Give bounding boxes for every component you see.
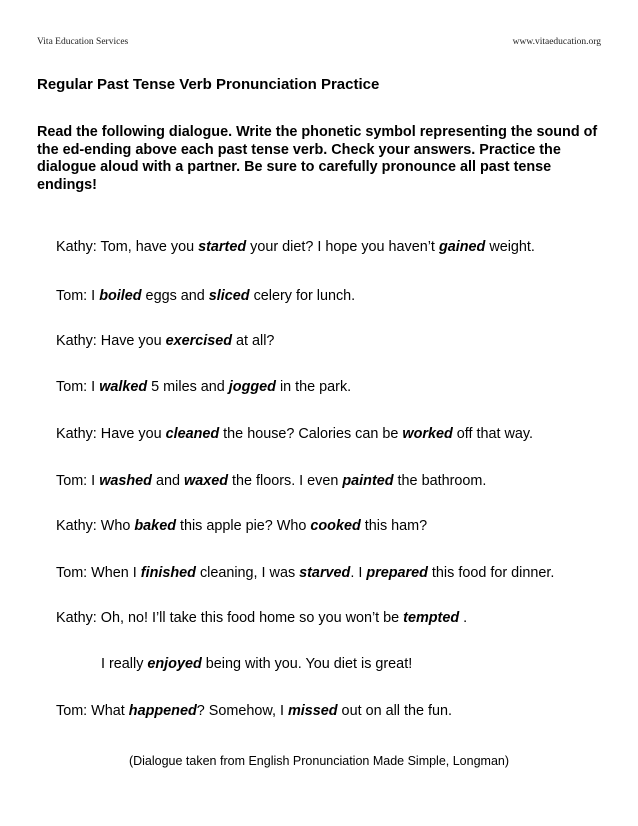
dialogue-text: Kathy: Have you (56, 426, 166, 442)
dialogue-text: weight. (485, 239, 535, 255)
dialogue-text: Tom: I (56, 473, 100, 489)
dialogue-text: being with you. You diet is great! (201, 656, 413, 672)
dialogue-text: . I (350, 565, 367, 581)
past-tense-verb: walked (99, 379, 148, 395)
dialogue-text: the bathroom. (393, 473, 487, 489)
dialogue-text: Tom: When I (56, 565, 141, 581)
dialogue-text: the house? Calories can be (219, 426, 403, 442)
dialogue-line (56, 518, 427, 534)
dialogue-text: eggs and (141, 288, 209, 304)
dialogue-line (56, 565, 554, 581)
dialogue-text: Kathy: Tom, have you (56, 239, 199, 255)
past-tense-verb: enjoyed (147, 656, 202, 672)
dialogue-text: Tom: I (56, 288, 100, 304)
dialogue-line (56, 239, 535, 255)
instructions: Read the following dialogue. Write the phonetic symbol representing the sound of the ed-ending above each past tense verb. Check your answers. Practice the dialogue aloud with a partner. Be sure to carefully pronounce all past tense endings! (37, 124, 598, 193)
dialogue-text: celery for lunch. (249, 288, 356, 304)
past-tense-verb: cooked (310, 518, 361, 534)
dialogue-text: this apple pie? Who (175, 518, 311, 534)
past-tense-verb: missed (287, 703, 338, 719)
past-tense-verb: starved (299, 565, 351, 581)
dialogue-text: I really (101, 656, 148, 672)
past-tense-verb: jogged (228, 379, 276, 395)
dialogue-text: Tom: What (56, 703, 129, 719)
past-tense-verb: sliced (208, 288, 250, 304)
dialogue-text: . (459, 610, 468, 626)
past-tense-verb: boiled (99, 288, 142, 304)
dialogue-line (56, 333, 274, 349)
header-website: www.vitaeducation.org (512, 37, 601, 47)
dialogue-text: Kathy: Have you (56, 333, 166, 349)
dialogue-line (56, 379, 351, 395)
dialogue-line (56, 610, 467, 626)
past-tense-verb: baked (134, 518, 176, 534)
past-tense-verb: washed (99, 473, 152, 489)
dialogue-text: Tom: I (56, 379, 100, 395)
past-tense-verb: exercised (165, 333, 233, 349)
dialogue-text: your diet? I hope you haven’t (246, 239, 439, 255)
past-tense-verb: tempted (403, 610, 460, 626)
dialogue-text: off that way. (452, 426, 534, 442)
dialogue-text: ? Somehow, I (196, 703, 288, 719)
dialogue-text: this food for dinner. (427, 565, 555, 581)
past-tense-verb: worked (402, 426, 453, 442)
dialogue-text: out on all the fun. (337, 703, 452, 719)
dialogue-text: Kathy: Oh, no! I’ll take this food home so you won’t be (56, 610, 404, 626)
dialogue-line (56, 426, 533, 442)
dialogue-text: Kathy: Who (56, 518, 135, 534)
dialogue-text: at all? (232, 333, 275, 349)
past-tense-verb: gained (438, 239, 486, 255)
worksheet-title: Regular Past Tense Verb Pronunciation Practice (37, 76, 380, 93)
dialogue-text: and (151, 473, 184, 489)
past-tense-verb: painted (342, 473, 394, 489)
dialogue-text: this ham? (360, 518, 428, 534)
dialogue-line (101, 656, 412, 672)
dialogue-text: the floors. I even (228, 473, 343, 489)
dialogue-text: cleaning, I was (195, 565, 300, 581)
dialogue-line (56, 703, 452, 719)
past-tense-verb: waxed (184, 473, 228, 489)
dialogue-text: in the park. (275, 379, 352, 395)
past-tense-verb: prepared (366, 565, 428, 581)
past-tense-verb: started (198, 239, 247, 255)
header-organization: Vita Education Services (37, 37, 129, 47)
past-tense-verb: cleaned (165, 426, 220, 442)
past-tense-verb: finished (140, 565, 196, 581)
past-tense-verb: happened (128, 703, 197, 719)
dialogue-line (56, 473, 486, 489)
dialogue-text: 5 miles and (147, 379, 229, 395)
dialogue-line (56, 288, 355, 304)
source-credit: (Dialogue taken from English Pronunciation Made Simple, Longman) (128, 754, 510, 768)
